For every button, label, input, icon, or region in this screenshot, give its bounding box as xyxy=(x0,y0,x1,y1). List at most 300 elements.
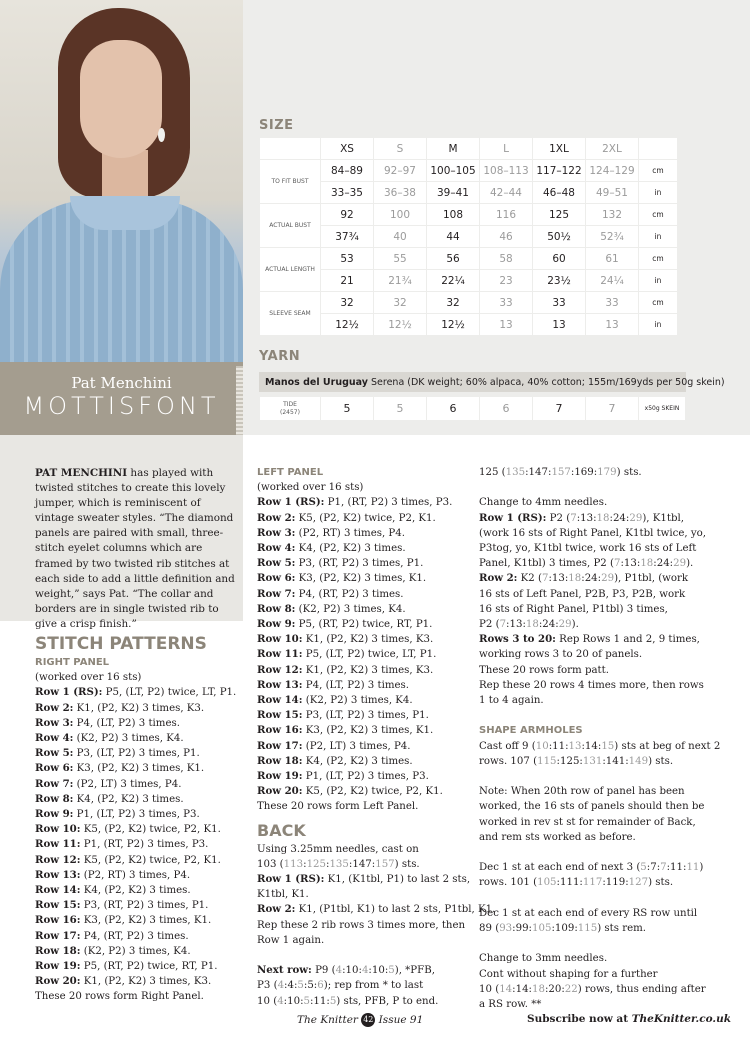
size-value: 84–89 xyxy=(321,160,373,181)
left-panel-footer: These 20 rows form Left Panel. xyxy=(257,801,419,813)
right-panel-row xyxy=(35,868,245,883)
size-value: 132 xyxy=(586,204,638,225)
row-label: Row 17: xyxy=(35,929,81,942)
yarn-shade-label xyxy=(260,397,320,420)
instruction-text: ) rows, thus ending after xyxy=(577,983,706,995)
left-panel-note: (worked over 16 sts) xyxy=(257,482,364,494)
size-value: 108 xyxy=(427,204,479,225)
size-heading: SIZE xyxy=(259,118,294,133)
instruction-text: ), *PFB, xyxy=(394,965,435,977)
row-label: Row 4: xyxy=(257,542,296,555)
instruction-text: :20: xyxy=(544,983,565,995)
row-label: Row 12: xyxy=(35,853,81,866)
instruction-text: (work 16 sts of Right Panel, K1tbl twice, yo, xyxy=(479,527,706,539)
instruction-text: ), P1tbl, (work xyxy=(614,573,689,585)
row-text: (K2, P2) 3 times, K4. xyxy=(73,733,184,745)
title-box xyxy=(0,362,243,435)
row-label: Row 19: xyxy=(35,960,81,973)
right-panel-row xyxy=(35,731,245,746)
row-text: K1, (P2, K2) 3 times, K3. xyxy=(302,634,434,646)
row-label: Row 1 (RS): xyxy=(35,686,103,699)
row-label: Row 20: xyxy=(35,975,81,988)
subscribe-text: Subscribe now at xyxy=(527,1013,629,1025)
row-label: Row 16: xyxy=(35,914,81,927)
row-label: Row 9: xyxy=(35,808,74,821)
instruction-text: : xyxy=(303,858,307,870)
size-value: 13 xyxy=(533,314,585,335)
instruction-text: :7: xyxy=(646,862,661,874)
intro-lead: PAT MENCHINI xyxy=(35,467,128,479)
left-panel-row xyxy=(257,769,472,784)
size-value: 50½ xyxy=(533,226,585,247)
size-value: 36–38 xyxy=(374,182,426,203)
size-unit: cm xyxy=(639,292,677,313)
size-figure: 22 xyxy=(564,983,578,995)
row-label: Row 6: xyxy=(35,762,74,775)
left-panel-row xyxy=(257,571,472,586)
row-text: (K2, P2) 3 times, K4. xyxy=(80,945,191,957)
row-text: P1, (LT, P2) 3 times, P3. xyxy=(302,771,429,783)
right-panel-row xyxy=(35,974,245,989)
col3-line xyxy=(479,571,704,586)
row-text: P3, (RT, P2) 3 times, P1. xyxy=(80,900,209,912)
instruction-text: :99: xyxy=(512,923,532,935)
yarn-unit: x50g SKEIN xyxy=(639,397,685,420)
instruction-text: 10 ( xyxy=(479,983,500,995)
instruction-text: :119: xyxy=(602,877,629,889)
instruction-text: worked in rev st st for remainder of Back, xyxy=(479,816,696,828)
right-panel-row xyxy=(35,792,245,807)
size-figure: 115 xyxy=(537,755,557,767)
row-label: Row 3: xyxy=(257,526,296,539)
size-value: 24¼ xyxy=(586,270,638,291)
col3-line xyxy=(479,632,704,647)
instruction-text: a RS row. ** xyxy=(479,999,542,1011)
size-figure: 7 xyxy=(660,862,667,874)
size-value: 32 xyxy=(427,292,479,313)
row-text: P4, (LT, P2) 3 times. xyxy=(73,717,180,729)
size-value: 100–105 xyxy=(427,160,479,181)
left-panel-row xyxy=(257,526,472,541)
instruction-text: rows. 101 ( xyxy=(479,877,538,889)
col3-line xyxy=(479,465,704,480)
instruction-text: Rep these 2 rib rows 3 times more, then xyxy=(257,919,466,931)
page-number: 42 xyxy=(361,1013,375,1027)
col3-line xyxy=(479,860,704,875)
instruction-text: P2 ( xyxy=(546,512,571,524)
left-panel-heading: LEFT PANEL xyxy=(257,467,324,478)
row-label: Row 7: xyxy=(35,777,74,790)
instruction-text: ) sts. xyxy=(394,858,420,870)
yarn-shade-name: TIDE xyxy=(283,400,297,408)
size-value: 37¾ xyxy=(321,226,373,247)
instruction-text: :10: xyxy=(283,995,304,1007)
instruction-text: Cont without shaping for a further xyxy=(479,968,658,980)
col3-spacer xyxy=(479,480,704,495)
size-row xyxy=(260,248,677,269)
back-spacer xyxy=(257,948,472,963)
size-table xyxy=(259,137,678,336)
instruction-text: Note: When 20th row of panel has been xyxy=(479,786,685,798)
row-label: Row 15: xyxy=(257,709,303,722)
size-figure: 135 xyxy=(505,467,526,478)
row-text: P3, (RT, P2) 3 times, P1. xyxy=(295,558,424,570)
left-panel-row xyxy=(257,511,472,526)
size-value: 52¾ xyxy=(586,226,638,247)
size-value: 49–51 xyxy=(586,182,638,203)
size-value: 46–48 xyxy=(533,182,585,203)
website-link[interactable]: TheKnitter.co.uk xyxy=(631,1013,731,1025)
instruction-label: Row 1 (RS): xyxy=(257,873,325,886)
size-value: 60 xyxy=(533,248,585,269)
instruction-text: :125: xyxy=(556,755,583,767)
col3-line xyxy=(479,951,704,966)
right-panel-row xyxy=(35,944,245,959)
size-figure: 115 xyxy=(577,923,598,935)
size-figure: 113 xyxy=(283,858,304,870)
col3-line xyxy=(479,982,704,997)
instruction-text: :10: xyxy=(342,965,362,977)
size-value: 46 xyxy=(480,226,532,247)
left-panel-row xyxy=(257,541,472,556)
instruction-text: Dec 1 st at each end of every RS row until xyxy=(479,907,698,919)
row-label: Row 11: xyxy=(257,648,303,661)
instruction-text: :4: xyxy=(284,980,298,992)
row-label: Row 10: xyxy=(35,823,81,836)
size-unit: in xyxy=(639,314,677,335)
yarn-shade-code: (2457) xyxy=(280,408,300,416)
size-figure: 13 xyxy=(568,740,582,752)
size-figure: 18 xyxy=(525,619,539,631)
instruction-text: 16 sts of Left Panel, P2B, P3, P2B, work xyxy=(479,588,686,600)
size-row xyxy=(260,204,677,225)
row-text: K4, (P2, K2) 3 times. xyxy=(295,543,406,555)
row-label: Row 16: xyxy=(257,724,303,737)
col3-line xyxy=(479,678,704,693)
instruction-text: :111: xyxy=(556,877,583,889)
row-label: Row 13: xyxy=(257,678,303,691)
instruction-text: 89 ( xyxy=(479,923,500,935)
column-1 xyxy=(35,633,245,1005)
instruction-text: :147: xyxy=(348,858,376,870)
row-label: Row 2: xyxy=(257,511,296,524)
row-text: K1, (P2, K2) 3 times, K3. xyxy=(73,702,205,714)
size-row xyxy=(260,270,677,291)
col3-line xyxy=(479,875,704,890)
instruction-text: :13: xyxy=(620,558,641,570)
size-figure: 5 xyxy=(303,995,310,1007)
size-label-xs: XS xyxy=(321,138,373,159)
row-text: K5, (P2, K2) twice, P2, K1. xyxy=(80,824,221,836)
row-text: K5, (P2, K2) twice, P2, K1. xyxy=(302,786,443,798)
size-value: 39–41 xyxy=(427,182,479,203)
col3-line xyxy=(479,602,704,617)
pattern-title: MOTTISFONT xyxy=(23,392,220,420)
right-panel-row xyxy=(35,746,245,761)
right-panel-row xyxy=(35,898,245,913)
size-value: 117–122 xyxy=(533,160,585,181)
row-text: P3, (LT, P2) 3 times, P1. xyxy=(73,748,200,760)
yarn-quantity: 5 xyxy=(374,397,426,420)
instruction-label: Next row: xyxy=(257,964,312,977)
row-text: K3, (P2, K2) 3 times, K1. xyxy=(73,763,205,775)
instruction-label: Row 1 (RS): xyxy=(479,511,547,524)
col3-line xyxy=(479,526,704,541)
size-figure: 105 xyxy=(531,923,552,935)
instruction-text: P2 ( xyxy=(479,619,500,631)
size-figure: 18 xyxy=(531,983,545,995)
size-header-row xyxy=(260,138,677,159)
left-panel-row xyxy=(257,647,472,662)
instruction-text: :24: xyxy=(653,558,674,570)
size-figure: 157 xyxy=(375,858,395,870)
size-figure: 15 xyxy=(601,740,615,752)
row-label: Row 3: xyxy=(35,716,74,729)
size-figure: 7 xyxy=(499,619,507,631)
left-panel-row xyxy=(257,678,472,693)
back-line xyxy=(257,872,472,887)
col3-line xyxy=(479,815,704,830)
instruction-text: :10: xyxy=(368,965,389,977)
left-panel-row xyxy=(257,556,472,571)
instruction-text: :11: xyxy=(309,995,330,1007)
back-line xyxy=(257,902,496,917)
left-panel-row xyxy=(257,602,472,617)
row-label: Row 19: xyxy=(257,770,303,783)
yarn-quantity: 7 xyxy=(586,397,638,420)
yarn-description xyxy=(259,372,725,392)
instruction-text: ) sts. xyxy=(616,467,642,478)
row-label: Row 17: xyxy=(257,739,303,752)
size-value: 125 xyxy=(533,204,585,225)
model-photo xyxy=(0,0,243,362)
left-panel-row xyxy=(257,663,472,678)
left-panel-rows xyxy=(257,495,472,799)
size-unit: in xyxy=(639,270,677,291)
col3-line xyxy=(479,830,704,845)
col3-line xyxy=(479,495,704,510)
size-value: 40 xyxy=(374,226,426,247)
stitch-strip xyxy=(236,366,243,435)
size-value: 92 xyxy=(321,204,373,225)
row-text: P4, (RT, P2) 3 times. xyxy=(80,930,189,942)
measurement-label: ACTUAL BUST xyxy=(260,204,320,247)
row-text: P1, (RT, P2) 3 times, P3. xyxy=(324,497,453,509)
right-panel-row xyxy=(35,761,245,776)
size-value: 108–113 xyxy=(480,160,532,181)
instruction-text: Row 1 again. xyxy=(257,934,325,946)
col3-line xyxy=(479,754,704,769)
instruction-text: :24: xyxy=(609,512,630,524)
row-label: Row 7: xyxy=(257,587,296,600)
row-text: K5, (P2, K2) twice, P2, K1. xyxy=(295,512,436,524)
size-figure: 5 xyxy=(388,965,395,977)
instruction-text: ), K1tbl, xyxy=(642,512,684,524)
size-figure: 4 xyxy=(335,965,343,977)
size-figure: 4 xyxy=(277,995,284,1007)
size-unit-header xyxy=(639,138,677,159)
row-text: P3, (LT, P2) 3 times, P1. xyxy=(302,710,429,722)
right-panel-row xyxy=(35,807,245,822)
instruction-text: P3tog, yo, K1tbl twice, work 16 sts of Left xyxy=(479,543,697,554)
size-figure: 131 xyxy=(582,755,603,767)
size-label-m: M xyxy=(427,138,479,159)
size-figure: 93 xyxy=(499,923,513,935)
right-panel-row xyxy=(35,853,245,868)
instruction-text: :13: xyxy=(576,512,597,524)
instruction-text: :13: xyxy=(548,573,569,585)
col3-line xyxy=(479,556,704,571)
size-unit: in xyxy=(639,182,677,203)
size-unit: cm xyxy=(639,204,677,225)
measurement-label: TO FIT BUST xyxy=(260,160,320,203)
back-line xyxy=(257,933,472,948)
instruction-text: rows. 107 ( xyxy=(479,755,538,767)
instruction-text: :24: xyxy=(538,619,559,631)
instruction-text: :13: xyxy=(506,619,526,631)
size-value: 32 xyxy=(321,292,373,313)
row-text: K1, (P2, K2) 3 times, K3. xyxy=(302,664,434,676)
size-figure: 5 xyxy=(297,980,304,992)
col3-line xyxy=(479,739,721,754)
column-3 xyxy=(479,465,721,1012)
col3-line xyxy=(479,587,704,602)
size-value: 116 xyxy=(480,204,532,225)
col3-line xyxy=(479,997,704,1012)
size-value: 33 xyxy=(586,292,638,313)
size-value: 23½ xyxy=(533,270,585,291)
back-line xyxy=(257,842,472,857)
size-value: 44 xyxy=(427,226,479,247)
instruction-text: :11: xyxy=(666,862,687,874)
size-figure: 179 xyxy=(597,467,617,478)
row-text: (K2, P2) 3 times, K4. xyxy=(295,603,406,615)
size-unit: in xyxy=(639,226,677,247)
instruction-text: Rep these 20 rows 4 times more, then rows xyxy=(479,679,704,691)
col3-spacer xyxy=(479,936,704,951)
instruction-text: Dec 1 st at each end of next 3 ( xyxy=(479,862,641,874)
left-panel-row xyxy=(257,708,472,723)
col3-line xyxy=(479,541,704,556)
size-figure: 5 xyxy=(329,995,337,1007)
row-label: Row 8: xyxy=(257,602,296,615)
measurement-label: SLEEVE SEAM xyxy=(260,292,320,335)
intro-text xyxy=(35,466,240,632)
instruction-label: Row 2: xyxy=(257,903,296,916)
size-value: 22¼ xyxy=(427,270,479,291)
col3-line xyxy=(479,693,704,708)
yarn-table xyxy=(259,396,686,421)
size-value: 55 xyxy=(374,248,426,269)
right-panel-row xyxy=(35,883,245,898)
size-figure: 7 xyxy=(541,573,549,585)
instruction-text: K1, (K1tbl, P1) to last 2 sts, xyxy=(324,874,471,886)
size-figure: 6 xyxy=(317,980,324,992)
size-value: 23 xyxy=(480,270,532,291)
size-figure: 10 xyxy=(535,740,549,752)
back-heading: BACK xyxy=(257,820,306,840)
instruction-text: :14: xyxy=(581,740,602,752)
size-figure: 125 xyxy=(306,858,327,870)
back-line xyxy=(257,857,472,872)
instruction-text: ) sts rem. xyxy=(597,923,647,935)
size-figure: 127 xyxy=(628,877,649,889)
yarn-brand: Manos del Uruguay xyxy=(265,377,368,388)
size-value: 13 xyxy=(586,314,638,335)
row-label: Row 18: xyxy=(257,754,303,767)
left-panel-row xyxy=(257,617,472,632)
size-figure: 135 xyxy=(329,858,349,870)
instruction-text: working rows 3 to 20 of panels. xyxy=(479,649,643,661)
size-label-2xl: 2XL xyxy=(586,138,638,159)
size-row xyxy=(260,182,677,203)
footer-right xyxy=(527,1013,731,1025)
size-figure: 29 xyxy=(629,512,643,524)
size-row xyxy=(260,314,677,335)
left-panel-row xyxy=(257,784,472,799)
instruction-text: :169: xyxy=(570,467,598,478)
row-text: K1, (P2, K2) 3 times, K3. xyxy=(80,976,212,988)
row-label: Row 15: xyxy=(35,899,81,912)
instruction-text: 1 to 4 again. xyxy=(479,695,544,707)
size-figure: 29 xyxy=(558,619,572,631)
row-label: Row 5: xyxy=(35,747,74,760)
size-value: 21 xyxy=(321,270,373,291)
yarn-quantity: 7 xyxy=(533,397,585,420)
left-panel-row xyxy=(257,754,472,769)
size-value: 33 xyxy=(533,292,585,313)
size-corner-cell xyxy=(260,138,320,159)
size-figure: 117 xyxy=(582,877,603,889)
size-value: 42–44 xyxy=(480,182,532,203)
instruction-text: Rep Rows 1 and 2, 9 times, xyxy=(555,634,700,646)
row-text: (P2, LT) 3 times, P4. xyxy=(73,778,182,790)
row-text: K3, (P2, K2) 3 times, K1. xyxy=(302,725,434,737)
instruction-text: :147: xyxy=(525,467,552,478)
size-value: 124–129 xyxy=(586,160,638,181)
size-figure: 11 xyxy=(686,862,700,874)
row-text: P1, (LT, P2) 3 times, P3. xyxy=(73,809,200,821)
right-panel-rows xyxy=(35,685,245,989)
back-line xyxy=(257,918,472,933)
right-panel-note: (worked over 16 sts) xyxy=(35,672,142,684)
size-figure: 157 xyxy=(551,467,571,478)
row-label: Row 14: xyxy=(257,694,303,707)
row-text: K4, (P2, K2) 3 times. xyxy=(73,793,184,805)
row-text: K3, (P2, K2) 3 times, K1. xyxy=(80,915,212,927)
row-label: Row 14: xyxy=(35,884,81,897)
back-line xyxy=(257,963,472,978)
size-value: 92–97 xyxy=(374,160,426,181)
right-panel-footer: These 20 rows form Right Panel. xyxy=(35,991,204,1003)
row-text: K5, (P2, K2) twice, P2, K1. xyxy=(80,854,221,866)
back-line xyxy=(257,978,472,993)
row-text: (P2, RT) 3 times, P4. xyxy=(80,869,191,881)
size-figure: 4 xyxy=(361,965,369,977)
row-text: P4, (RT, P2) 3 times. xyxy=(295,588,404,600)
size-figure: 18 xyxy=(596,512,610,524)
col3-line xyxy=(479,784,704,799)
size-label-s: S xyxy=(374,138,426,159)
right-panel-row xyxy=(35,837,245,852)
size-figure: 149 xyxy=(628,755,649,767)
yarn-quantity: 6 xyxy=(427,397,479,420)
row-text: K4, (P2, K2) 3 times. xyxy=(80,885,191,897)
size-figure: 29 xyxy=(601,573,615,585)
instruction-text: K1tbl, K1. xyxy=(257,889,309,901)
col3-line xyxy=(479,511,704,526)
stitch-patterns-heading: STITCH PATTERNS xyxy=(35,634,207,654)
